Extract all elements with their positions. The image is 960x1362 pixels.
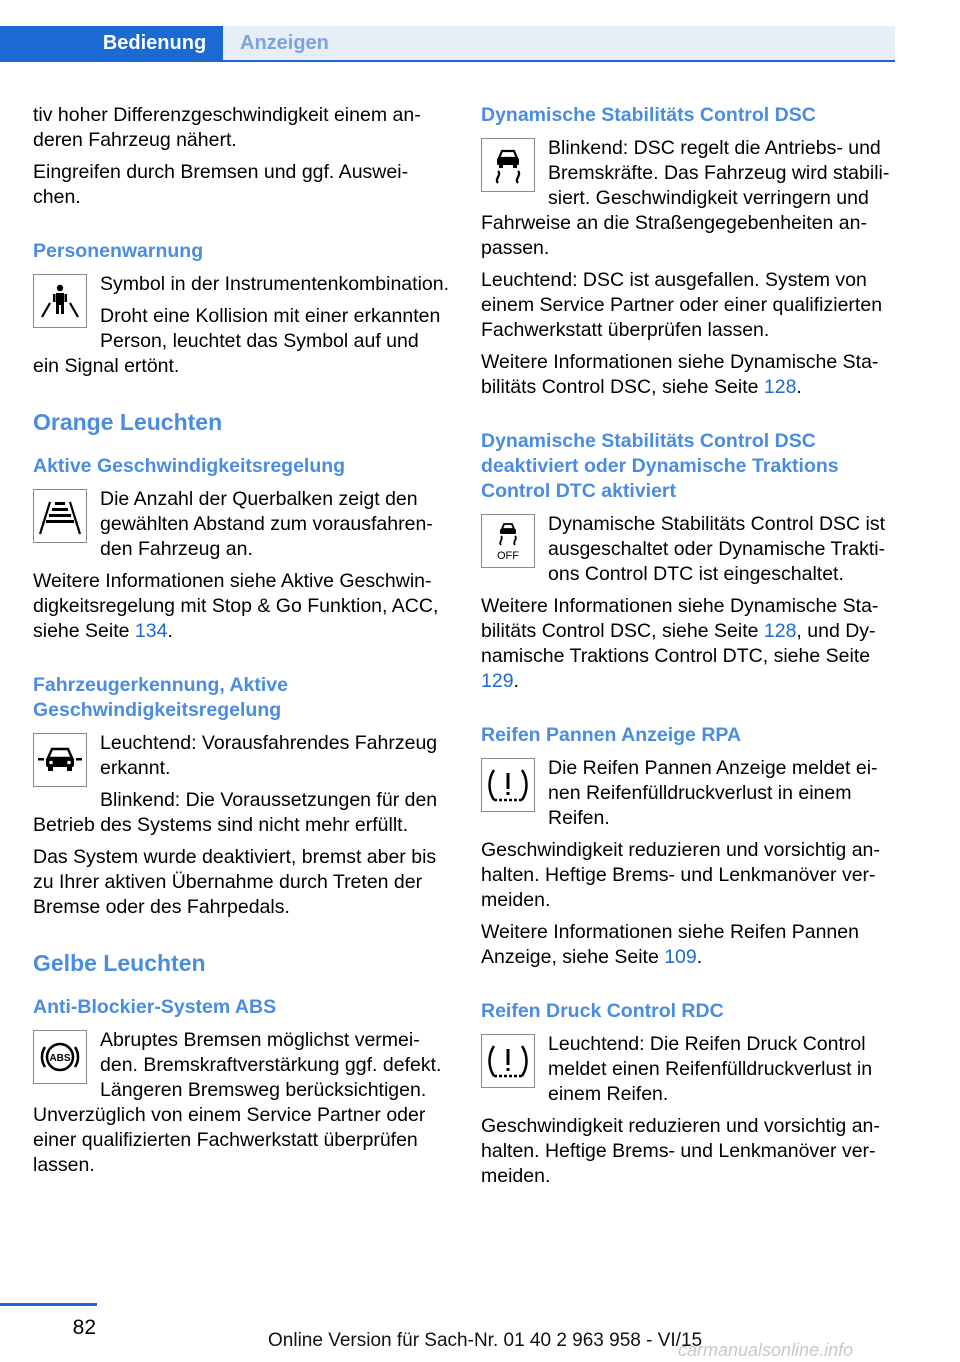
footer-divider — [0, 1303, 97, 1306]
section-heading-abs: Anti-Blockier-System ABS — [33, 996, 277, 1018]
page-link-109[interactable]: 109 — [664, 946, 697, 968]
section-heading-personenwarnung: Personenwarnung — [33, 240, 204, 262]
header-bar — [0, 0, 895, 62]
personenwarnung-block — [33, 272, 449, 386]
rpa-block — [481, 756, 897, 838]
online-version-note: Online Version für Sach-Nr. 01 40 2 963 958 - VI/15 — [268, 1330, 703, 1351]
left-column — [33, 103, 449, 1185]
dsc-block — [481, 136, 897, 268]
tab-anzeigen[interactable]: Anzeigen — [223, 26, 895, 60]
paragraph: Symbol in der Instrumentenkombination. — [100, 273, 449, 295]
watermark: carmanualsonline.info — [678, 1340, 854, 1360]
page-link-134[interactable]: 134 — [134, 620, 168, 642]
paragraph: Die Anzahl der Querbalken zeigt den gewählten Abstand zum vorausfahrenden Fahrzeug an. — [100, 488, 433, 560]
svg-text:ABS: ABS — [49, 1053, 71, 1064]
section-heading-rdc: Reifen Druck Control RDC — [481, 1000, 724, 1022]
right-column — [481, 103, 897, 1196]
abs-icon — [33, 1030, 87, 1084]
section-heading-acc: Aktive Geschwindigkeitsregelung — [33, 455, 346, 477]
paragraph: Leuchtend: DSC ist ausgefallen. System von einem Service Partner oder einer qualifizierten Fachwerkstatt überprüfen lassen. — [481, 269, 883, 341]
paragraph: Das System wurde deaktiviert, bremst aber bis zu Ihrer aktiven Übernahme durch Treten der Bremse oder des Fahrpedals. — [33, 846, 437, 918]
tire-pressure-warning-icon — [481, 758, 535, 812]
section-heading-orange: Orange Leuchten — [33, 409, 223, 435]
paragraph: Weitere Informationen siehe Dynamische Stabilitäts Control DSC, siehe Seite 128, und Dynamische Traktions Control DTC, siehe Seite 129. — [481, 595, 879, 692]
tab-bedienung[interactable]: Bedienung — [0, 26, 223, 60]
paragraph: Blinkend: Die Voraussetzungen für den Betrieb des Systems sind nicht mehr erfüllt. — [33, 789, 438, 836]
page-link-129[interactable]: 129 — [481, 670, 514, 692]
paragraph: Die Reifen Pannen Anzeige meldet einen Reifenfülldruckverlust in einem Reifen. — [548, 757, 878, 829]
section-heading-gelb: Gelbe Leuchten — [33, 950, 206, 976]
paragraph: Abruptes Bremsen möglichst vermeiden. Bremskraftverstärkung ggf. defekt. Längeren Bremsweg berücksichtigen. Unverzüglich von einem Service Partner oder einer qualifizierten Fachwerkstatt überprüfen lassen. — [33, 1029, 442, 1176]
abs-block — [33, 1028, 449, 1185]
section-heading-dsc-off: Dynamische Stabilitäts Control DSC deaktiviert oder Dynamische Traktions Control DTC aktiviert — [481, 430, 839, 502]
paragraph: Blinkend: DSC regelt die Antriebs- und Bremskräfte. Das Fahrzeug wird stabilisiert. Geschwindigkeit verringern und Fahrweise an die Straßengegebenheiten anpassen. — [481, 137, 890, 259]
page-link-128[interactable]: 128 — [763, 376, 797, 398]
page-link-128-dtc[interactable]: 128 — [763, 620, 797, 642]
paragraph: tiv hoher Differenzgeschwindigkeit einem anderen Fahrzeug nähert. — [33, 104, 421, 151]
tire-pressure-control-icon — [481, 1034, 535, 1088]
paragraph: Geschwindigkeit reduzieren und vorsichtig anhalten. Heftige Brems- und Lenkmanöver vermeiden. — [481, 1115, 880, 1187]
section-heading-dsc: Dynamische Stabilitäts Control DSC — [481, 104, 816, 126]
paragraph: Leuchtend: Vorausfahrendes Fahrzeug erkannt. — [100, 732, 438, 779]
header-divider — [0, 60, 895, 62]
paragraph: Geschwindigkeit reduzieren und vorsichtig anhalten. Heftige Brems- und Lenkmanöver vermeiden. — [481, 839, 880, 911]
section-heading-fahrzeugerkennung: Fahrzeugerkennung, Aktive Geschwindigkeitsregelung — [33, 674, 288, 721]
distance-bars-icon — [33, 489, 87, 543]
paragraph: Weitere Informationen siehe Reifen Pannen Anzeige, siehe Seite 109. — [481, 921, 859, 968]
page-number: 82 — [72, 1316, 96, 1339]
paragraph: Eingreifen durch Bremsen und ggf. Ausweichen. — [33, 161, 409, 208]
section-heading-rpa: Reifen Pannen Anzeige RPA — [481, 724, 742, 746]
paragraph: Dynamische Stabilitäts Control DSC ist ausgeschaltet oder Dynamische Traktions Control DTC ist eingeschaltet. — [548, 513, 886, 585]
dsc-off-label: OFF — [497, 550, 519, 562]
pedestrian-warning-icon — [33, 274, 87, 328]
dsc-off-block — [481, 512, 897, 594]
acc-block — [33, 487, 449, 569]
vehicle-ahead-icon — [33, 733, 87, 787]
dsc-off-icon — [481, 514, 535, 568]
fahrzeugerkennung-block — [33, 731, 449, 845]
paragraph: Droht eine Kollision mit einer erkannten Person, leuchtet das Symbol auf und ein Signal ertönt. — [33, 305, 441, 377]
paragraph: Weitere Informationen siehe Aktive Geschwindigkeitsregelung mit Stop & Go Funktion, ACC, siehe Seite 134. — [33, 570, 439, 642]
dsc-skid-icon — [481, 138, 535, 192]
paragraph: Weitere Informationen siehe Dynamische Stabilitäts Control DSC, siehe Seite 128. — [481, 351, 879, 398]
rdc-block — [481, 1032, 897, 1114]
paragraph: Leuchtend: Die Reifen Druck Control meldet einen Reifenfülldruckverlust in einem Reifen. — [548, 1033, 873, 1105]
